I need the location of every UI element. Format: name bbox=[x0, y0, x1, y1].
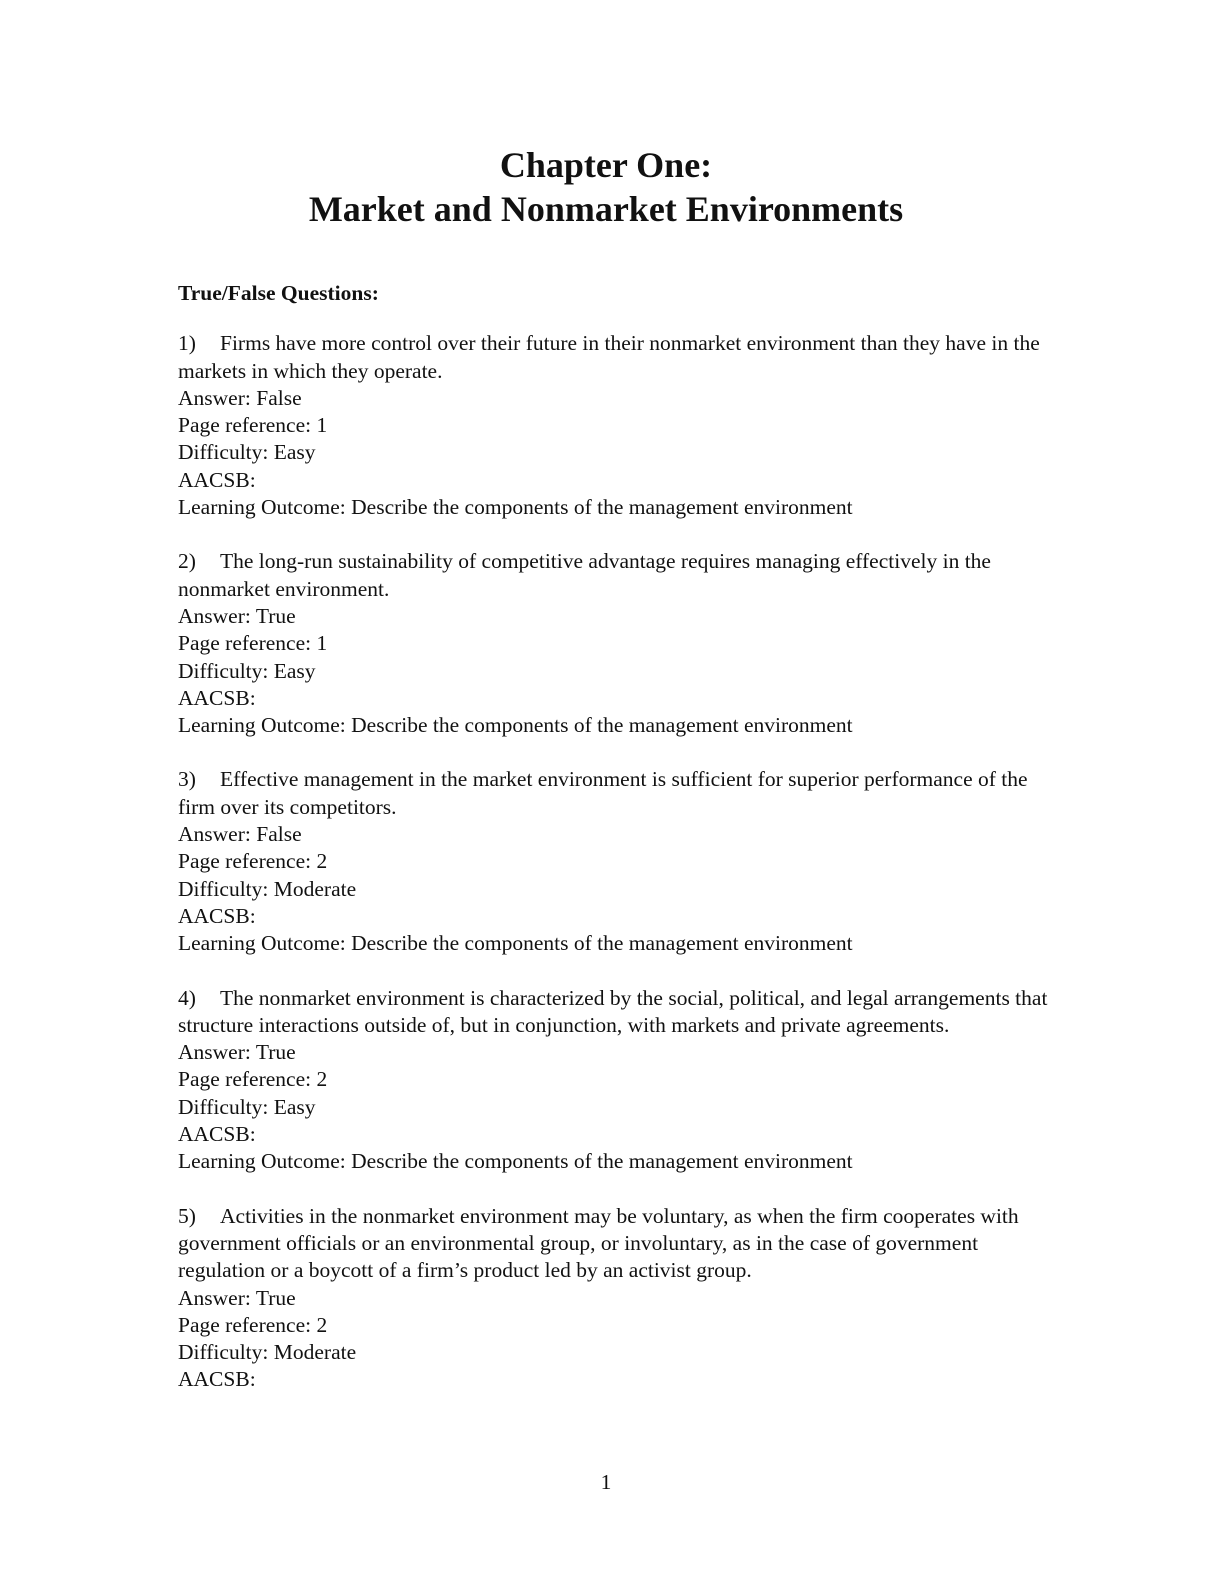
page-reference-label: Page reference: bbox=[178, 413, 317, 438]
question-item bbox=[178, 1203, 1058, 1394]
page-reference-field bbox=[178, 848, 1058, 875]
learning-outcome-field bbox=[178, 1148, 1058, 1175]
page-reference-value: 1 bbox=[316, 631, 328, 656]
question-number: 2) bbox=[178, 549, 196, 574]
page-reference-value: 2 bbox=[316, 1312, 328, 1337]
answer-field bbox=[178, 821, 1058, 848]
difficulty-label: Difficulty: bbox=[178, 440, 274, 465]
difficulty-label: Difficulty: bbox=[178, 658, 274, 683]
title-line-1: Chapter One: bbox=[499, 145, 713, 185]
answer-value: True bbox=[255, 1285, 296, 1310]
answer-field bbox=[178, 1039, 1058, 1066]
difficulty-label: Difficulty: bbox=[178, 1340, 274, 1365]
page-reference-field bbox=[178, 630, 1058, 657]
difficulty-field bbox=[178, 658, 1058, 685]
question-item bbox=[178, 766, 1058, 957]
answer-field bbox=[178, 1285, 1058, 1312]
question-text bbox=[178, 548, 1058, 603]
difficulty-label: Difficulty: bbox=[178, 876, 274, 901]
aacsb-field: AACSB: bbox=[178, 685, 256, 710]
question-number: 1) bbox=[178, 331, 196, 356]
page-reference-value: 1 bbox=[316, 413, 328, 438]
page-reference-field bbox=[178, 1066, 1058, 1093]
page-reference-value: 2 bbox=[316, 1067, 328, 1092]
difficulty-field bbox=[178, 1339, 1058, 1366]
question-number: 4) bbox=[178, 985, 196, 1010]
question-body: Firms have more control over their future in their nonmarket environment than they have in the markets in which they operate. bbox=[178, 331, 1040, 383]
question-number: 3) bbox=[178, 767, 196, 792]
aacsb-field: AACSB: bbox=[178, 1367, 256, 1392]
page-reference-label: Page reference: bbox=[178, 1067, 317, 1092]
question-body: Effective management in the market environment is sufficient for superior performance of the firm over its competitors. bbox=[178, 767, 1028, 819]
aacsb-field: AACSB: bbox=[178, 1122, 256, 1147]
difficulty-field bbox=[178, 1094, 1058, 1121]
document-content bbox=[178, 280, 1058, 1421]
answer-label: Answer: bbox=[178, 1040, 256, 1065]
learning-outcome-label: Learning Outcome: bbox=[178, 713, 352, 738]
page-reference-field bbox=[178, 1312, 1058, 1339]
question-body: Activities in the nonmarket environment may be voluntary, as when the firm cooperates with government officials or an environmental group, or involuntary, as in the case of government regulation or a boycott of a firm’s product led by an activist group. bbox=[178, 1203, 1019, 1283]
learning-outcome-label: Learning Outcome: bbox=[178, 1149, 352, 1174]
question-text bbox=[178, 1203, 1058, 1285]
question-item bbox=[178, 985, 1058, 1176]
question-item bbox=[178, 548, 1058, 739]
learning-outcome-field bbox=[178, 930, 1058, 957]
difficulty-value: Easy bbox=[273, 658, 316, 683]
section-heading: True/False Questions: bbox=[178, 281, 379, 305]
answer-field bbox=[178, 603, 1058, 630]
learning-outcome-value: Describe the components of the management environment bbox=[351, 495, 853, 520]
answer-value: True bbox=[255, 1040, 296, 1065]
page-reference-label: Page reference: bbox=[178, 631, 317, 656]
answer-value: False bbox=[256, 822, 302, 847]
difficulty-field bbox=[178, 876, 1058, 903]
learning-outcome-value: Describe the components of the management environment bbox=[351, 1149, 853, 1174]
question-text bbox=[178, 766, 1058, 821]
question-body: The long-run sustainability of competitive advantage requires managing effectively in the nonmarket environment. bbox=[178, 549, 991, 601]
learning-outcome-field bbox=[178, 712, 1058, 739]
page-reference-value: 2 bbox=[316, 849, 328, 874]
difficulty-value: Easy bbox=[273, 440, 316, 465]
difficulty-label: Difficulty: bbox=[178, 1094, 274, 1119]
learning-outcome-value: Describe the components of the management environment bbox=[351, 713, 853, 738]
page-number: 1 bbox=[600, 1470, 612, 1494]
answer-label: Answer: bbox=[178, 822, 257, 847]
answer-value: True bbox=[255, 603, 296, 628]
answer-label: Answer: bbox=[178, 1285, 256, 1310]
chapter-title bbox=[0, 143, 1212, 231]
learning-outcome-label: Learning Outcome: bbox=[178, 495, 352, 520]
learning-outcome-value: Describe the components of the management environment bbox=[351, 931, 853, 956]
learning-outcome-field bbox=[178, 494, 1058, 521]
question-item bbox=[178, 330, 1058, 521]
difficulty-field bbox=[178, 439, 1058, 466]
difficulty-value: Moderate bbox=[273, 876, 357, 901]
question-text bbox=[178, 985, 1058, 1040]
aacsb-field: AACSB: bbox=[178, 467, 256, 492]
page-reference-label: Page reference: bbox=[178, 1312, 317, 1337]
title-line-2: Market and Nonmarket Environments bbox=[308, 189, 904, 229]
question-body: The nonmarket environment is characterized by the social, political, and legal arrangements that structure interactions outside of, but in conjunction, with markets and private agreements. bbox=[178, 985, 1048, 1037]
page-reference-field bbox=[178, 412, 1058, 439]
answer-field bbox=[178, 385, 1058, 412]
question-number: 5) bbox=[178, 1203, 196, 1228]
difficulty-value: Moderate bbox=[273, 1340, 357, 1365]
answer-label: Answer: bbox=[178, 385, 257, 410]
learning-outcome-label: Learning Outcome: bbox=[178, 931, 352, 956]
aacsb-field: AACSB: bbox=[178, 903, 256, 928]
page-reference-label: Page reference: bbox=[178, 849, 317, 874]
answer-value: False bbox=[256, 385, 302, 410]
question-text bbox=[178, 330, 1058, 385]
answer-label: Answer: bbox=[178, 603, 256, 628]
difficulty-value: Easy bbox=[273, 1094, 316, 1119]
